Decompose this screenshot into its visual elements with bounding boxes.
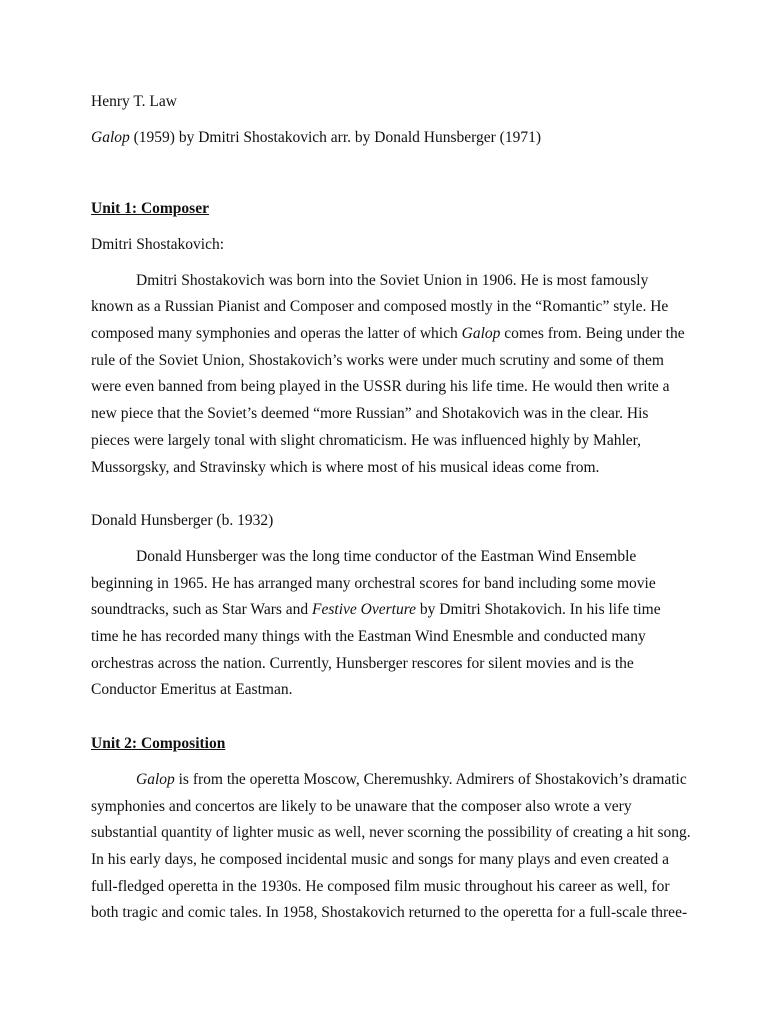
composition-para-line: symphonies and concertos are likely to be unaware that the composer also wrote a very [91,798,632,815]
composer-para-line: known as a Russian Pianist and Composer and composed mostly in the “Romantic” style. He [91,298,669,315]
composer-para-line: pieces were largely tonal with slight chromaticism. He was influenced highly by Mahler, [91,432,642,449]
work-title-details: (1959) by Dmitri Shostakovich arr. by Donald Hunsberger (1971) [129,129,542,146]
arranger-para-line: Donald Hunsberger was the long time conductor of the Eastman Wind Ensemble [136,548,637,565]
text-run: soundtracks, such as Star Wars and [91,601,313,618]
arranger-para-line: orchestras across the nation. Currently, Hunsberger rescores for silent movies and is the [91,655,634,672]
composer-para-line: Dmitri Shostakovich was born into the Soviet Union in 1906. He is most famously [136,272,649,289]
composition-para-line: substantial quantity of lighter music as well, never scorning the possibility of creating a hit song. [91,824,691,841]
unit2-heading: Unit 2: Composition [91,735,226,752]
composition-para-line: full-fledged operetta in the 1930s. He composed film music throughout his career as well, for [91,878,670,895]
arranger-para-line [91,600,682,620]
arranger-para-line: Conductor Emeritus at Eastman. [91,681,293,698]
arranger-para-line: beginning in 1965. He has arranged many orchestral scores for band including some movie [91,575,656,592]
composer-label: Dmitri Shostakovich: [91,236,225,253]
composer-para-line [91,324,685,344]
unit1-heading: Unit 1: Composer [91,200,209,217]
work-title-inline: Galop [461,325,501,342]
composer-para-line: rule of the Soviet Union, Shostakovich’s works were under much scrutiny and some of them [91,352,664,369]
composition-para-line: In his early days, he composed incidental music and songs for many plays and even created a [91,851,670,868]
work-title-inline: Festive Overture [312,601,417,618]
work-title: Galop [91,129,130,146]
arranger-para-line: time he has recorded many things with the Eastman Wind Enesmble and conducted many [91,628,646,645]
author-name: Henry T. Law [91,93,177,110]
composition-para-line: both tragic and comic tales. In 1958, Shostakovich returned to the operetta for a full-scale three- [91,904,688,921]
text-run: is from the operetta Moscow, Cheremushky. Admirers of Shostakovich’s dramatic [174,771,687,788]
composer-para-line: were even banned from being played in the USSR during his life time. He would then write a [91,378,670,395]
composition-para-line [136,770,687,790]
text-run: comes from. Being under the [500,325,685,342]
text-run: composed many symphonies and operas the latter of which [91,325,462,342]
work-title-line [91,128,682,148]
work-title-inline: Galop [136,771,175,788]
composer-para-line: Mussorgsky, and Stravinsky which is where most of his musical ideas come from. [91,459,600,476]
text-run: by Dmitri Shotakovich. In his life time [416,601,661,618]
arranger-label: Donald Hunsberger (b. 1932) [91,512,274,529]
composer-para-line: new piece that the Soviet’s deemed “more Russian” and Shotakovich was in the clear. His [91,405,649,422]
